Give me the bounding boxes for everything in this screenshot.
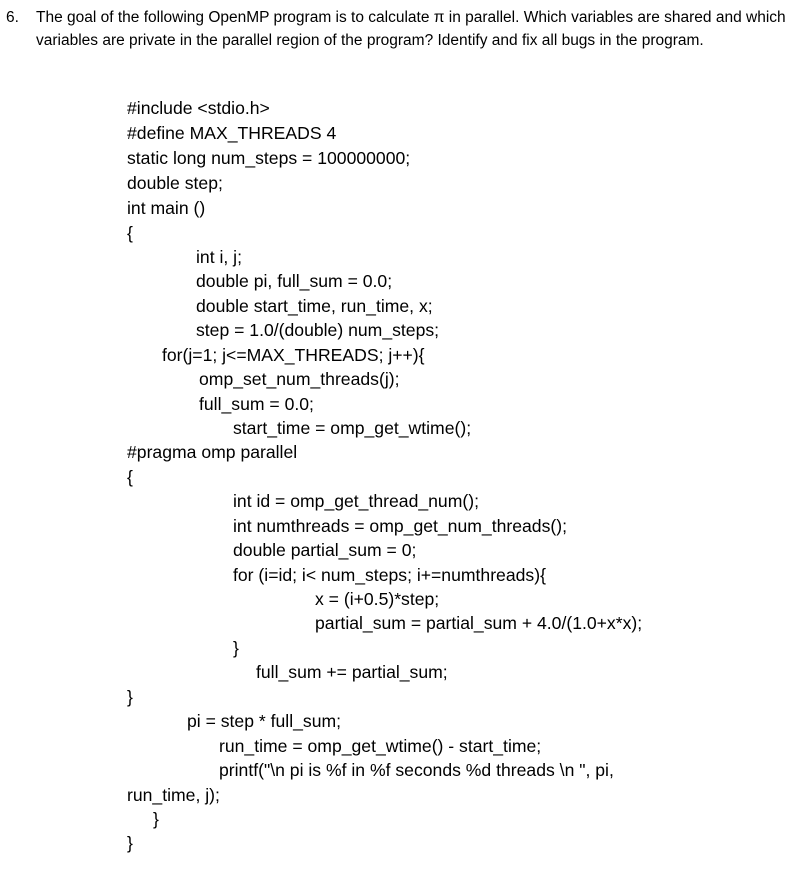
code-line: for(j=1; j<=MAX_THREADS; j++){ [162, 345, 425, 365]
code-line: int id = omp_get_thread_num(); [233, 491, 479, 511]
code-line: step = 1.0/(double) num_steps; [196, 320, 440, 340]
question-number: 6. [6, 9, 19, 26]
code-line: int i, j; [196, 247, 242, 267]
code-line: run_time, j); [127, 785, 220, 805]
code-line: double partial_sum = 0; [233, 540, 417, 560]
code-line: partial_sum = partial_sum + 4.0/(1.0+x*x); [315, 613, 643, 633]
code-line: static long num_steps = 100000000; [127, 148, 411, 168]
code-line: { [127, 223, 133, 243]
code-line: for (i=id; i< num_steps; i+=numthreads){ [233, 565, 546, 585]
code-line: double step; [127, 173, 223, 193]
code-line: #pragma omp parallel [127, 442, 298, 462]
code-line: omp_set_num_threads(j); [199, 369, 400, 389]
code-line: } [233, 638, 239, 658]
code-line: { [127, 467, 133, 487]
code-line: } [127, 687, 133, 707]
code-line: int numthreads = omp_get_num_threads(); [233, 516, 567, 536]
code-line: printf("\n pi is %f in %f seconds %d threads \n ", pi, [219, 760, 614, 780]
code-line: } [153, 809, 159, 829]
code-line: int main () [127, 198, 206, 218]
code-line: #include <stdio.h> [127, 98, 270, 118]
code-line: pi = step * full_sum; [187, 711, 342, 731]
code-line: full_sum = 0.0; [199, 394, 314, 414]
code-line: x = (i+0.5)*step; [315, 589, 440, 609]
code-line: run_time = omp_get_wtime() - start_time; [219, 736, 542, 756]
code-line: full_sum += partial_sum; [256, 662, 448, 682]
code-line: } [127, 833, 133, 853]
code-line: #define MAX_THREADS 4 [127, 123, 337, 143]
code-line: double pi, full_sum = 0.0; [196, 271, 393, 291]
code-line: double start_time, run_time, x; [196, 296, 433, 316]
code-line: start_time = omp_get_wtime(); [233, 418, 472, 438]
question-text: The goal of the following OpenMP program is to calculate π in parallel. Which variables are shared and which variables are private in the parallel region of the program? Identify and fix all bugs in the program. [36, 9, 786, 49]
question [6, 7, 792, 52]
